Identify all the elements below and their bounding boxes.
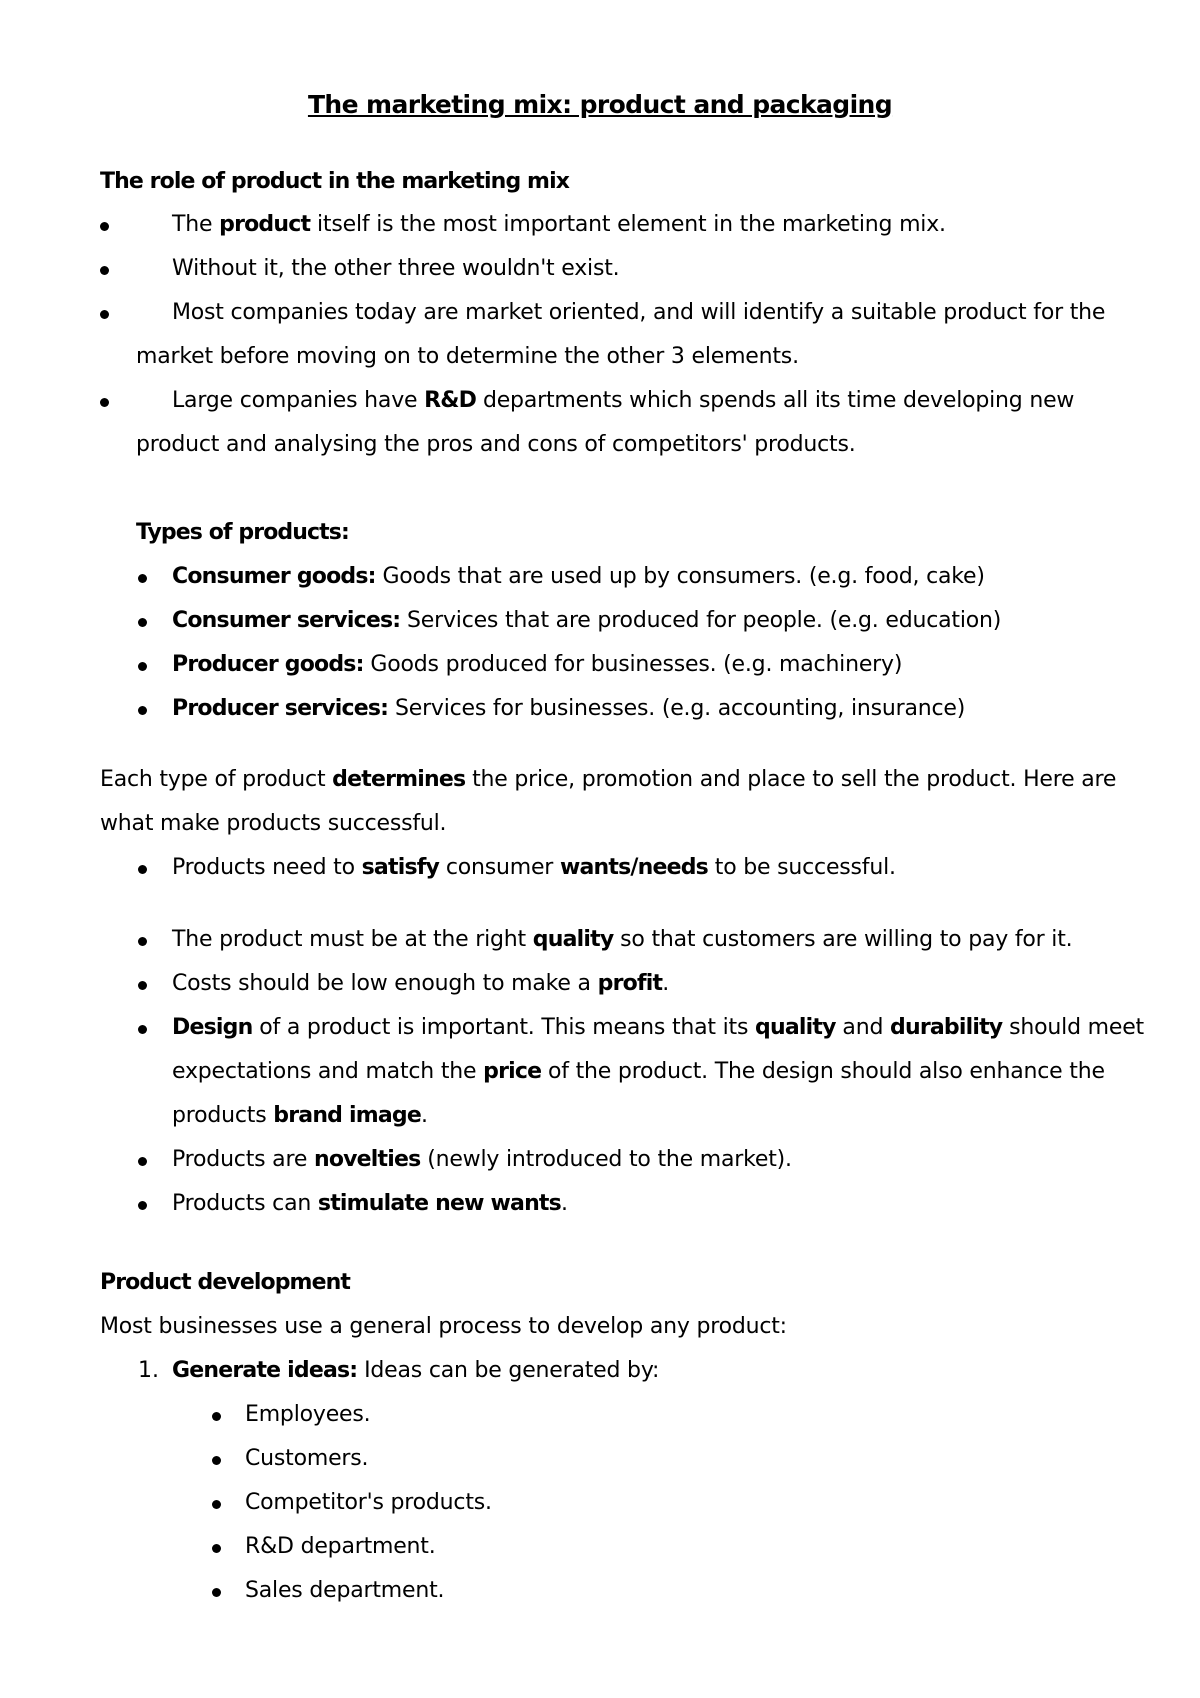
role-bullet-2: Without it, the other three wouldn't exist. — [172, 256, 620, 281]
section-heading-types: Types of products: — [136, 520, 349, 545]
section-heading-role: The role of product in the marketing mix — [100, 169, 570, 194]
bullet-icon — [212, 1500, 221, 1509]
types-item-1: Consumer goods: Goods that are used up by consumers. (e.g. food, cake) — [172, 564, 985, 589]
types-item-3: Producer goods: Goods produced for businesses. (e.g. machinery) — [172, 652, 903, 677]
idea-source-item: Customers. — [245, 1446, 369, 1471]
bullet-icon — [138, 1025, 147, 1034]
bullet-icon — [138, 865, 147, 874]
idea-source-item: Sales department. — [245, 1578, 445, 1603]
role-bullet-3-line1: Most companies today are market oriented, and will identify a suitable product for the — [172, 300, 1106, 325]
development-step-1: Generate ideas: Ideas can be generated by: — [172, 1358, 660, 1383]
bullet-icon — [212, 1588, 221, 1597]
success-paragraph-line1: Each type of product determines the price, promotion and place to sell the product. Here are — [100, 767, 1117, 792]
types-item-2: Consumer services: Services that are produced for people. (e.g. education) — [172, 608, 1002, 633]
step-number: 1. — [138, 1358, 159, 1383]
section-heading-development: Product development — [100, 1270, 350, 1295]
success-item-1: Products need to satisfy consumer wants/needs to be successful. — [172, 855, 896, 880]
idea-source-item: R&D department. — [245, 1534, 436, 1559]
role-bullet-4-line2: product and analysing the pros and cons of competitors' products. — [136, 432, 856, 457]
bullet-icon — [100, 222, 109, 231]
page-title: The marketing mix: product and packaging — [307, 90, 893, 119]
success-item-3: Costs should be low enough to make a profit. — [172, 971, 669, 996]
bullet-icon — [138, 1157, 147, 1166]
success-item-2: The product must be at the right quality so that customers are willing to pay for it. — [172, 927, 1073, 952]
role-bullet-3-line2: market before moving on to determine the other 3 elements. — [136, 344, 799, 369]
idea-source-item: Employees. — [245, 1402, 371, 1427]
bullet-icon — [100, 398, 109, 407]
bullet-icon — [138, 574, 147, 583]
role-bullet-1: The product itself is the most important element in the marketing mix. — [172, 212, 946, 237]
role-bullet-4-line1: Large companies have R&D departments which spends all its time developing new — [172, 388, 1075, 413]
success-paragraph-line2: what make products successful. — [100, 811, 447, 836]
bullet-icon — [138, 1201, 147, 1210]
bullet-icon — [138, 981, 147, 990]
bullet-icon — [138, 937, 147, 946]
bullet-icon — [100, 266, 109, 275]
success-item-4-line3: products brand image. — [172, 1103, 428, 1128]
success-item-4-line2: expectations and match the price of the product. The design should also enhance the — [172, 1059, 1105, 1084]
bullet-icon — [212, 1456, 221, 1465]
bullet-icon — [212, 1412, 221, 1421]
bullet-icon — [138, 706, 147, 715]
success-item-6: Products can stimulate new wants. — [172, 1191, 568, 1216]
bullet-icon — [100, 310, 109, 319]
bullet-icon — [138, 662, 147, 671]
development-intro: Most businesses use a general process to develop any product: — [100, 1314, 787, 1339]
bullet-icon — [212, 1544, 221, 1553]
idea-source-item: Competitor's products. — [245, 1490, 492, 1515]
success-item-5: Products are novelties (newly introduced to the market). — [172, 1147, 792, 1172]
success-item-4-line1: Design of a product is important. This means that its quality and durability should meet — [172, 1015, 1144, 1040]
bullet-icon — [138, 618, 147, 627]
types-item-4: Producer services: Services for businesses. (e.g. accounting, insurance) — [172, 696, 966, 721]
